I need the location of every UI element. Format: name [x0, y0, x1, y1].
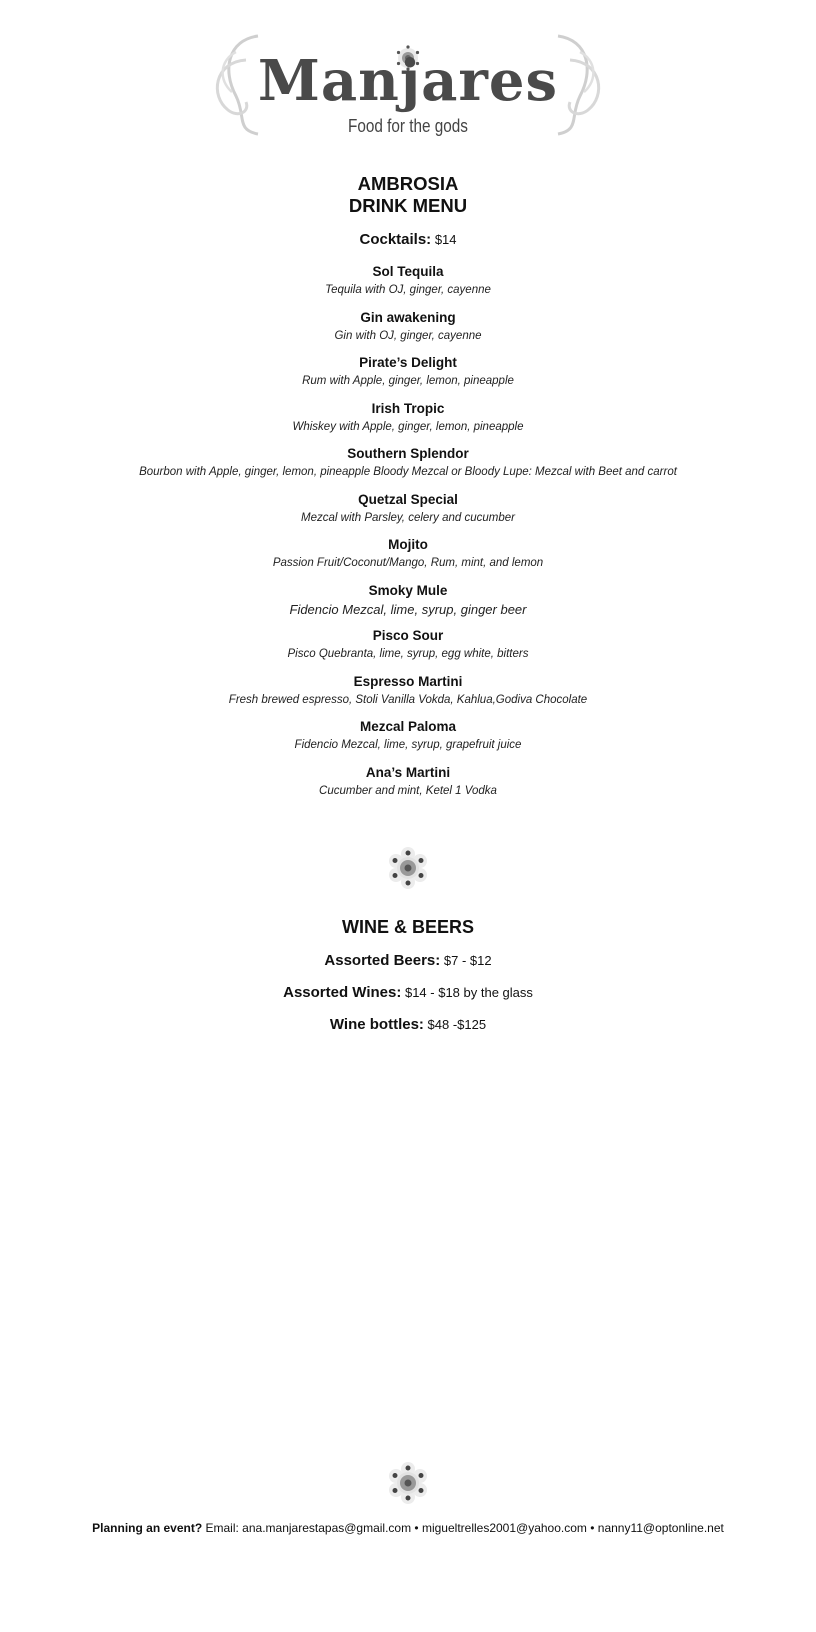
menu-heading [0, 173, 816, 217]
menu-item-name: Pisco Sour [372, 628, 444, 643]
wines-price: $14 - $18 by the glass [404, 985, 533, 1000]
wines-label: Assorted Wines: [283, 984, 402, 1001]
menu-item [0, 626, 816, 672]
beers-price-line [0, 951, 816, 971]
bottles-price: $48 -$125 [427, 1017, 487, 1032]
menu-heading-line1: AMBROSIA [357, 173, 459, 194]
menu-item-desc: Fidencio Mezcal, lime, syrup, ginger beer [289, 601, 527, 617]
menu-item-desc: Fidencio Mezcal, lime, syrup, grapefruit juice [294, 739, 522, 751]
menu-item-name: Pirate’s Delight [359, 355, 457, 370]
cocktails-price: $14 [434, 232, 457, 247]
menu-item-desc: Whiskey with Apple, ginger, lemon, pineapple [292, 420, 524, 433]
menu-item [0, 444, 816, 490]
menu-item-desc: Fresh brewed espresso, Stoli Vanilla Vokda, Kahlua,Godiva Chocolate [228, 693, 588, 706]
beers-label: Assorted Beers: [324, 952, 441, 969]
menu-item-name: Southern Splendor [347, 446, 469, 461]
footer [0, 1519, 816, 1537]
menu-item-desc: Passion Fruit/Coconut/Mango, Rum, mint, and lemon [272, 557, 544, 569]
menu-item [0, 581, 816, 627]
menu-item [0, 399, 816, 445]
menu-heading-line2: DRINK MENU [348, 195, 468, 216]
wines-price-line [0, 983, 816, 1003]
menu-item [0, 763, 816, 809]
menu-item [0, 535, 816, 581]
cocktail-list [0, 262, 816, 808]
menu-item-name: Sol Tequila [372, 264, 444, 279]
menu-item-name: Ana’s Martini [365, 764, 451, 780]
menu-item [0, 490, 816, 536]
wine-heading: WINE & BEERS [341, 917, 474, 937]
beers-price: $7 - $12 [443, 953, 492, 968]
menu-item-desc: Rum with Apple, ginger, lemon, pineapple [302, 375, 514, 387]
menu-item-desc: Tequila with OJ, ginger, cayenne [325, 284, 491, 296]
menu-item-name: Mojito [388, 537, 428, 552]
menu-item-name: Gin awakening [360, 309, 456, 325]
footer-divider [0, 1459, 816, 1512]
menu-item [0, 672, 816, 718]
menu-item-name: Quetzal Special [358, 491, 458, 507]
menu-item-desc: Cucumber and mint, Ketel 1 Vodka [319, 784, 497, 797]
menu-item-name: Mezcal Paloma [359, 719, 457, 734]
logo-tagline: Food for the gods [348, 116, 468, 136]
flower-ornament-icon [384, 1459, 432, 1507]
menu-item [0, 353, 816, 399]
logo [0, 0, 816, 150]
logo-title: Manjares [257, 48, 559, 114]
menu-item [0, 262, 816, 308]
menu-item [0, 717, 816, 763]
footer-contact: Email: ana.manjarestapas@gmail.com • migueltrelles2001@yahoo.com • nanny11@optonline.net [205, 1521, 724, 1535]
footer-label: Planning an event? [92, 1521, 203, 1535]
bottles-label: Wine bottles: [329, 1016, 424, 1033]
menu-item [0, 308, 816, 354]
menu-item-desc: Gin with OJ, ginger, cayenne [334, 329, 482, 342]
bottles-price-line [0, 1015, 816, 1035]
menu-item-desc: Bourbon with Apple, ginger, lemon, pineapple Bloody Mezcal or Bloody Lupe: Mezcal with Beet and carrot [139, 466, 677, 478]
cocktails-label: Cocktails: [359, 231, 432, 248]
menu-item-name: Espresso Martini [353, 673, 463, 689]
menu-item-name: Irish Tropic [371, 400, 445, 416]
menu-item-name: Smoky Mule [368, 582, 448, 598]
menu-item-desc: Pisco Quebranta, lime, syrup, egg white, bitters [287, 648, 529, 660]
section-divider [0, 844, 816, 897]
flower-ornament-icon [384, 844, 432, 892]
cocktails-price-line [0, 230, 816, 250]
menu-item-desc: Mezcal with Parsley, celery and cucumber [301, 511, 515, 524]
